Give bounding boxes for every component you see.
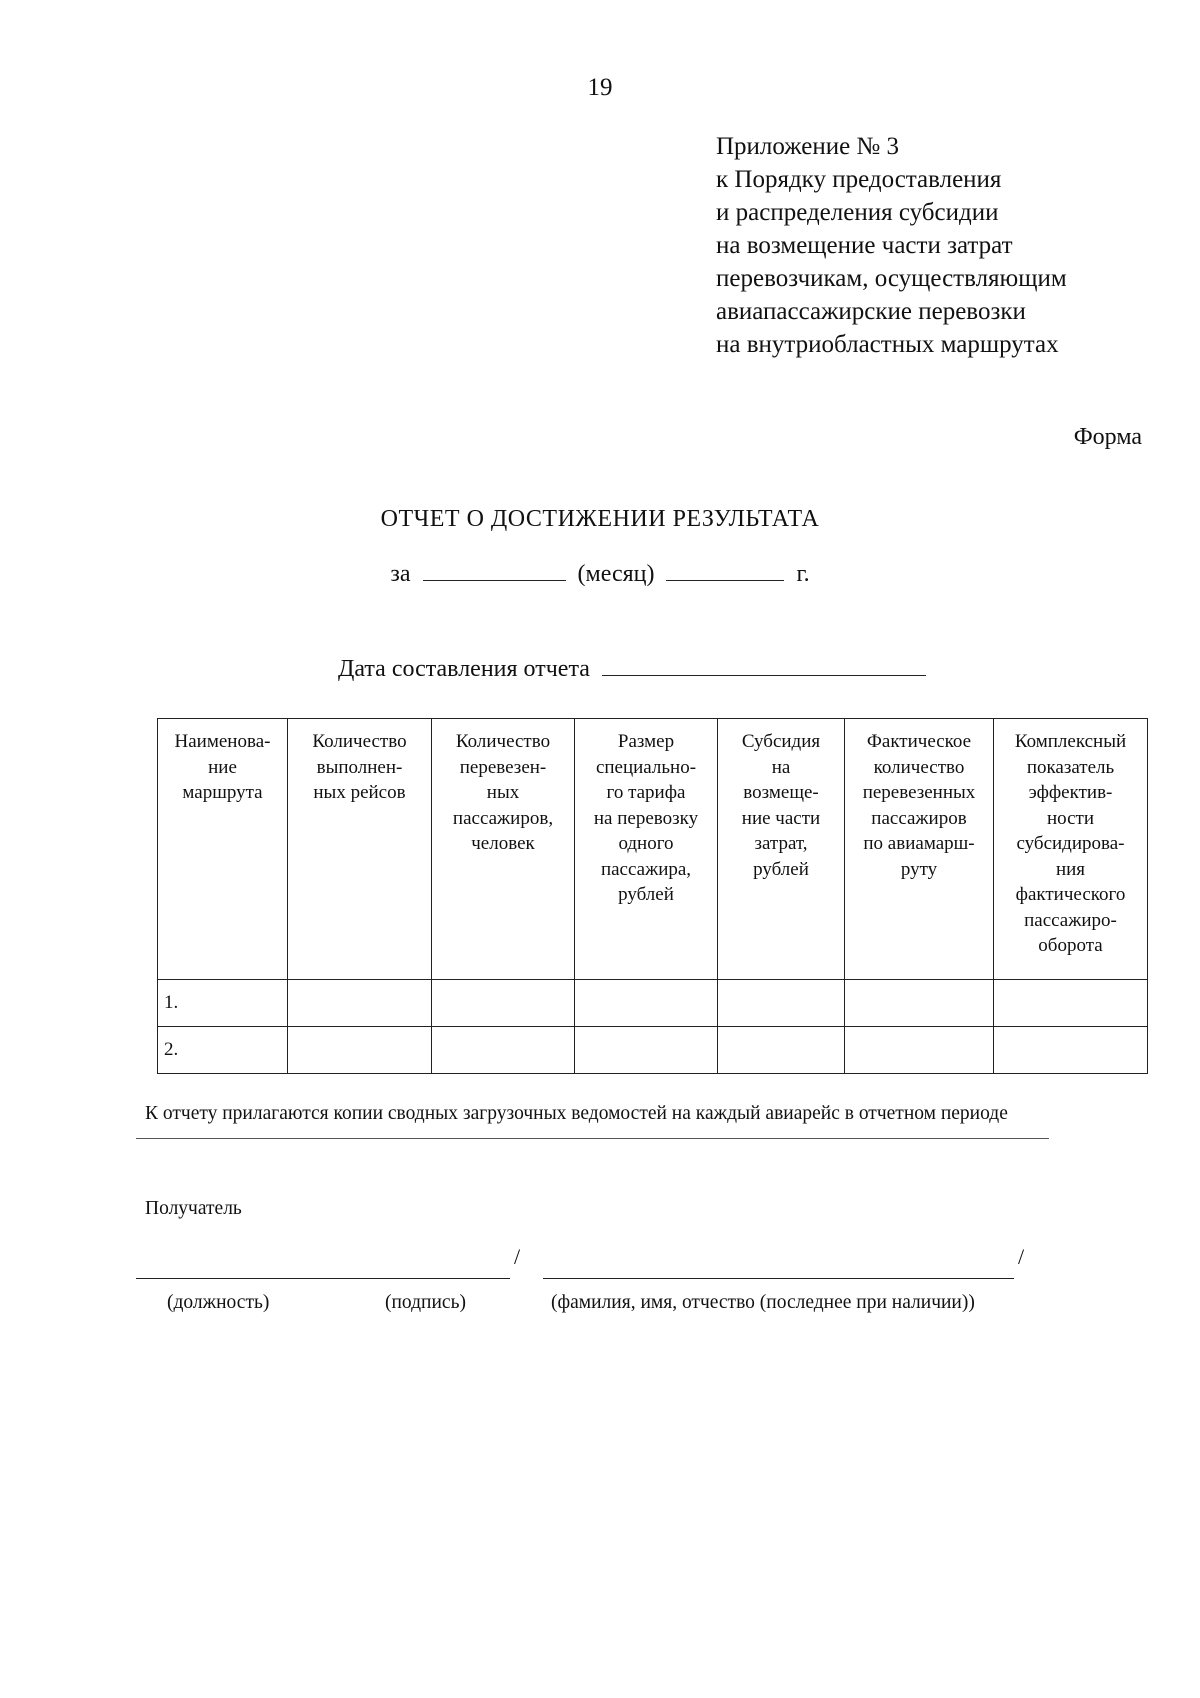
year-blank-field[interactable] [666, 558, 784, 581]
appendix-line: авиапассажирские перевозки [716, 298, 1026, 325]
report-date-blank-field[interactable] [602, 653, 926, 676]
appendix-line: перевозчикам, осуществляющим [716, 265, 1067, 292]
appendix-line: на внутриобластных маршрутах [716, 331, 1059, 358]
caption-position: (должность) [167, 1292, 270, 1313]
header-line: пассажиров [871, 807, 967, 829]
header-line: субсидирова- [1016, 833, 1125, 854]
column-header-special-tariff [575, 719, 718, 980]
header-line: пассажиров, [452, 807, 554, 829]
header-line: по авиамарш- [863, 833, 975, 854]
header-line: рублей [618, 884, 674, 905]
table-cell[interactable] [288, 1027, 432, 1074]
header-line: оборота [1038, 935, 1103, 956]
header-line: возмеще- [743, 782, 819, 803]
table-cell[interactable] [845, 1027, 994, 1074]
header-line: Субсидия [741, 731, 821, 752]
header-line: ных [486, 782, 520, 803]
header-line: рублей [753, 858, 809, 880]
full-name-slash: / [1018, 1244, 1025, 1269]
column-header-flights [288, 719, 432, 980]
report-table [157, 718, 1148, 1074]
report-period [0, 558, 1200, 588]
recipient-label: Получатель [145, 1198, 242, 1219]
header-line: Количество [455, 731, 551, 752]
form-label: Форма [1073, 424, 1142, 450]
caption-signature: (подпись) [385, 1292, 466, 1313]
header-line: пассажиро- [1024, 909, 1117, 931]
header-line: на [771, 756, 791, 778]
page-number: 19 [587, 74, 613, 101]
header-line: Количество [312, 731, 407, 752]
report-date-line [338, 653, 926, 683]
header-line: го тарифа [606, 782, 686, 803]
column-header-subsidy [718, 719, 845, 980]
table-cell[interactable] [718, 1027, 845, 1074]
table-cell[interactable] [575, 1027, 718, 1074]
appendix-block [716, 130, 1067, 361]
header-line: руту [900, 858, 938, 880]
period-year-suffix: г. [796, 561, 810, 587]
header-line: выполнен- [316, 756, 403, 778]
header-line: перевезен- [459, 756, 547, 778]
table-row [158, 1027, 1148, 1074]
report-title: ОТЧЕТ О ДОСТИЖЕНИИ РЕЗУЛЬТАТА [380, 506, 820, 532]
full-name-blank-field[interactable] [543, 1278, 1014, 1279]
column-header-route-name [158, 719, 288, 980]
period-month-label: (месяц) [577, 561, 655, 587]
header-line: затрат, [754, 833, 808, 854]
table-cell[interactable] [575, 980, 718, 1027]
header-line: ния [1055, 858, 1086, 880]
column-header-actual-passengers [845, 719, 994, 980]
period-prefix: за [390, 561, 411, 587]
table-cell[interactable] [432, 1027, 575, 1074]
header-line: показатель [1026, 756, 1115, 778]
header-line: фактического [1015, 884, 1126, 905]
header-line: Наименова- [174, 731, 271, 752]
position-signature-blank-field[interactable] [136, 1278, 510, 1279]
header-line: на перевозку [593, 807, 699, 829]
table-cell-row-number[interactable]: 2. [158, 1027, 288, 1074]
header-line: Комплексный [1014, 731, 1127, 752]
header-line: человек [471, 833, 535, 854]
header-line: ние части [741, 807, 821, 829]
attachment-note: К отчету прилагаются копии сводных загрузочных ведомостей на каждый авиарейс в отчетном периоде [145, 1103, 1008, 1124]
header-line: количество [873, 756, 965, 778]
month-blank-field[interactable] [423, 558, 566, 581]
header-line: пассажира, [600, 858, 692, 880]
table-cell[interactable] [718, 980, 845, 1027]
caption-full-name: (фамилия, имя, отчество (последнее при наличии)) [551, 1292, 975, 1313]
header-line: Размер [617, 731, 675, 752]
header-line: Фактическое [866, 731, 972, 752]
header-line: эффектив- [1028, 782, 1113, 803]
table-cell[interactable] [994, 980, 1148, 1027]
table-cell[interactable] [432, 980, 575, 1027]
header-line: одного [618, 833, 674, 854]
signature-slash: / [514, 1244, 521, 1269]
header-line: ние [208, 756, 237, 778]
header-line: перевезенных [862, 782, 976, 803]
header-line: ных рейсов [313, 782, 406, 803]
table-cell-row-number[interactable]: 1. [158, 980, 288, 1027]
table-cell[interactable] [845, 980, 994, 1027]
table-row [158, 980, 1148, 1027]
appendix-line: к Порядку предоставления [716, 166, 1002, 193]
appendix-line: и распределения субсидии [716, 199, 999, 226]
appendix-line: на возмещение части затрат [716, 232, 1013, 259]
header-line: ности [1046, 807, 1095, 829]
column-header-efficiency-indicator [994, 719, 1148, 980]
table-header-row [158, 719, 1148, 980]
header-line: маршрута [182, 782, 263, 803]
header-line: специально- [595, 756, 697, 778]
report-date-label: Дата составления отчета [338, 656, 590, 682]
table-cell[interactable] [994, 1027, 1148, 1074]
table-cell[interactable] [288, 980, 432, 1027]
attachment-note-rule [136, 1138, 1049, 1139]
appendix-line: Приложение № 3 [716, 133, 900, 160]
column-header-passengers [432, 719, 575, 980]
